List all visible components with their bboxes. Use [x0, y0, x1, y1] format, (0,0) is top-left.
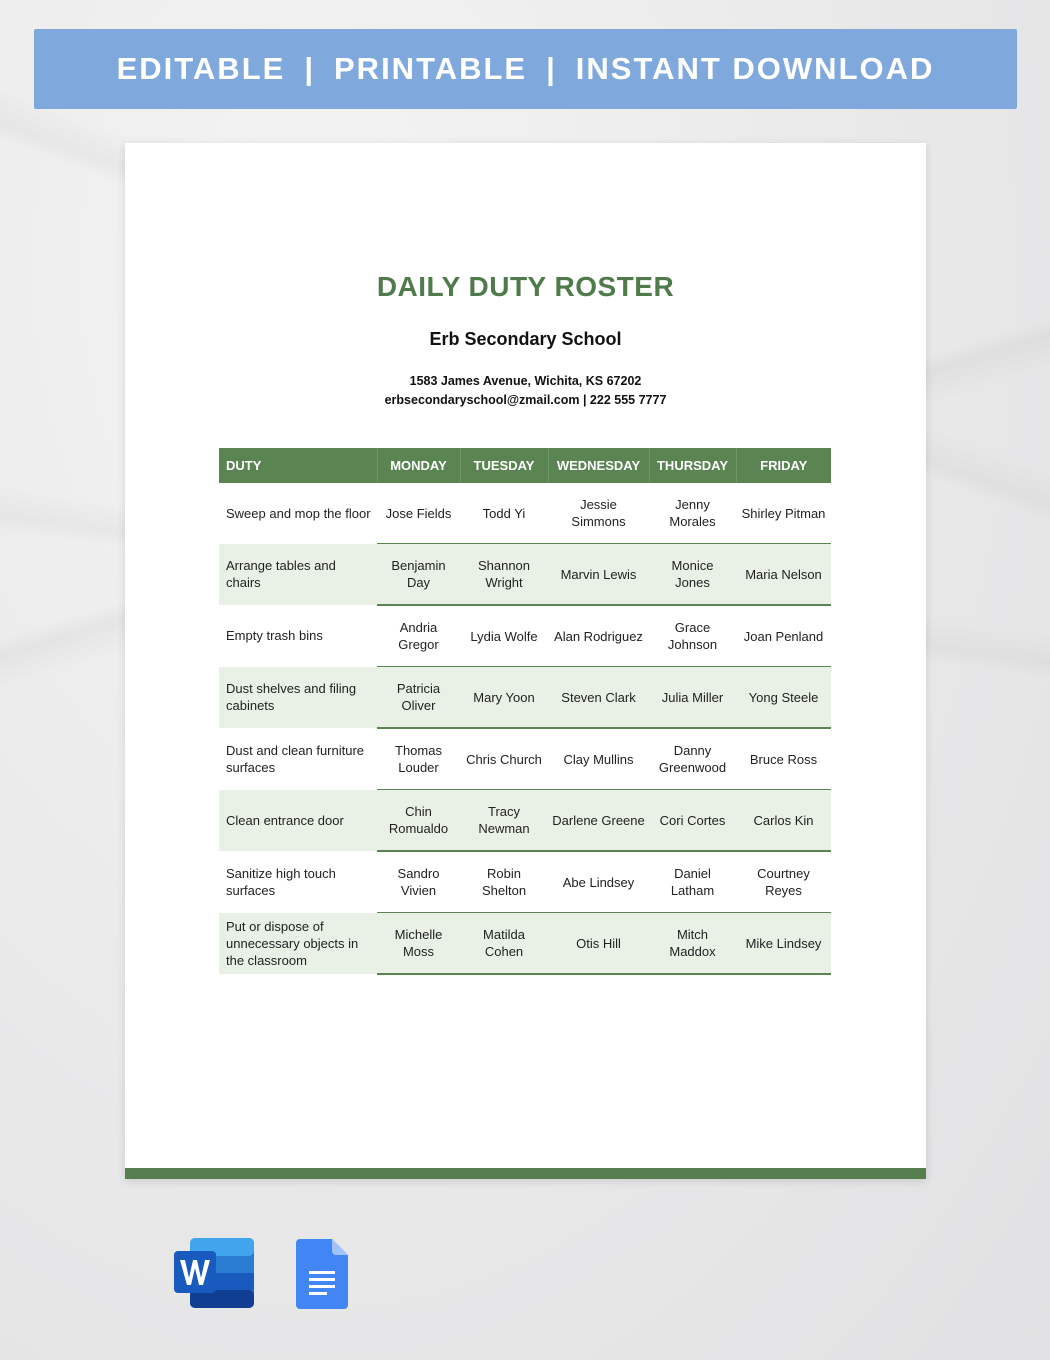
header-tuesday: TUESDAY	[460, 448, 548, 483]
tuesday-cell: Lydia Wolfe	[460, 605, 548, 667]
school-address: 1583 James Avenue, Wichita, KS 67202	[409, 374, 642, 388]
tuesday-cell: Robin Shelton	[460, 851, 548, 913]
friday-cell: Bruce Ross	[736, 728, 831, 790]
thursday-cell: Monice Jones	[649, 544, 736, 606]
thursday-cell: Cori Cortes	[649, 790, 736, 852]
banner-editable: EDITABLE	[116, 51, 286, 86]
banner-printable: PRINTABLE	[334, 51, 528, 86]
table-row	[219, 851, 831, 913]
wednesday-cell: Marvin Lewis	[548, 544, 649, 606]
monday-cell: Sandro Vivien	[377, 851, 460, 913]
document-page	[125, 143, 926, 1179]
tuesday-cell: Matilda Cohen	[460, 913, 548, 975]
document-title: DAILY DUTY ROSTER	[376, 271, 675, 302]
friday-cell: Maria Nelson	[736, 544, 831, 606]
friday-cell: Yong Steele	[736, 667, 831, 729]
thursday-cell: Julia Miller	[649, 667, 736, 729]
table-row	[219, 605, 831, 667]
school-name: Erb Secondary School	[429, 329, 622, 349]
monday-cell: Thomas Louder	[377, 728, 460, 790]
table-row	[219, 544, 831, 606]
duty-cell: Sanitize high touch surfaces	[219, 851, 377, 913]
header-monday: MONDAY	[377, 448, 460, 483]
duty-cell: Arrange tables and chairs	[219, 544, 377, 606]
thursday-cell: Danny Greenwood	[649, 728, 736, 790]
duty-roster-table	[219, 448, 831, 975]
duty-cell: Dust shelves and filing cabinets	[219, 667, 377, 729]
wednesday-cell: Alan Rodriguez	[548, 605, 649, 667]
monday-cell: Patricia Oliver	[377, 667, 460, 729]
duty-cell: Empty trash bins	[219, 605, 377, 667]
monday-cell: Benjamin Day	[377, 544, 460, 606]
monday-cell: Michelle Moss	[377, 913, 460, 975]
header-thursday: THURSDAY	[649, 448, 736, 483]
thursday-cell: Grace Johnson	[649, 605, 736, 667]
duty-cell: Sweep and mop the floor	[219, 483, 377, 544]
monday-cell: Jose Fields	[377, 483, 460, 544]
tuesday-cell: Mary Yoon	[460, 667, 548, 729]
wednesday-cell: Clay Mullins	[548, 728, 649, 790]
thursday-cell: Daniel Latham	[649, 851, 736, 913]
school-contact: erbsecondaryschool@zmail.com | 222 555 7777	[384, 393, 667, 407]
thursday-cell: Jenny Morales	[649, 483, 736, 544]
duty-cell: Clean entrance door	[219, 790, 377, 852]
table-row	[219, 667, 831, 729]
tuesday-cell: Shannon Wright	[460, 544, 548, 606]
page-bottom-bar	[125, 1168, 926, 1179]
wednesday-cell: Darlene Greene	[548, 790, 649, 852]
tuesday-cell: Todd Yi	[460, 483, 548, 544]
duty-cell: Put or dispose of unnecessary objects in the classroom	[219, 913, 377, 975]
wednesday-cell: Otis Hill	[548, 913, 649, 975]
friday-cell: Carlos Kin	[736, 790, 831, 852]
google-docs-icon	[296, 1239, 348, 1309]
wednesday-cell: Abe Lindsey	[548, 851, 649, 913]
banner-separator: |	[546, 51, 557, 86]
wednesday-cell: Steven Clark	[548, 667, 649, 729]
friday-cell: Courtney Reyes	[736, 851, 831, 913]
tuesday-cell: Chris Church	[460, 728, 548, 790]
table-row	[219, 913, 831, 975]
thursday-cell: Mitch Maddox	[649, 913, 736, 975]
friday-cell: Joan Penland	[736, 605, 831, 667]
wednesday-cell: Jessie Simmons	[548, 483, 649, 544]
monday-cell: Andria Gregor	[377, 605, 460, 667]
duty-cell: Dust and clean furniture surfaces	[219, 728, 377, 790]
table-header-row	[219, 448, 831, 483]
banner-instant-download: INSTANT DOWNLOAD	[575, 51, 935, 86]
microsoft-word-icon	[174, 1238, 254, 1308]
banner-separator: |	[304, 51, 315, 86]
table-row	[219, 483, 831, 544]
top-banner	[34, 29, 1017, 109]
table-row	[219, 790, 831, 852]
header-friday: FRIDAY	[736, 448, 831, 483]
header-duty: DUTY	[219, 448, 377, 483]
table-row	[219, 728, 831, 790]
tuesday-cell: Tracy Newman	[460, 790, 548, 852]
friday-cell: Mike Lindsey	[736, 913, 831, 975]
monday-cell: Chin Romualdo	[377, 790, 460, 852]
friday-cell: Shirley Pitman	[736, 483, 831, 544]
header-wednesday: WEDNESDAY	[548, 448, 649, 483]
